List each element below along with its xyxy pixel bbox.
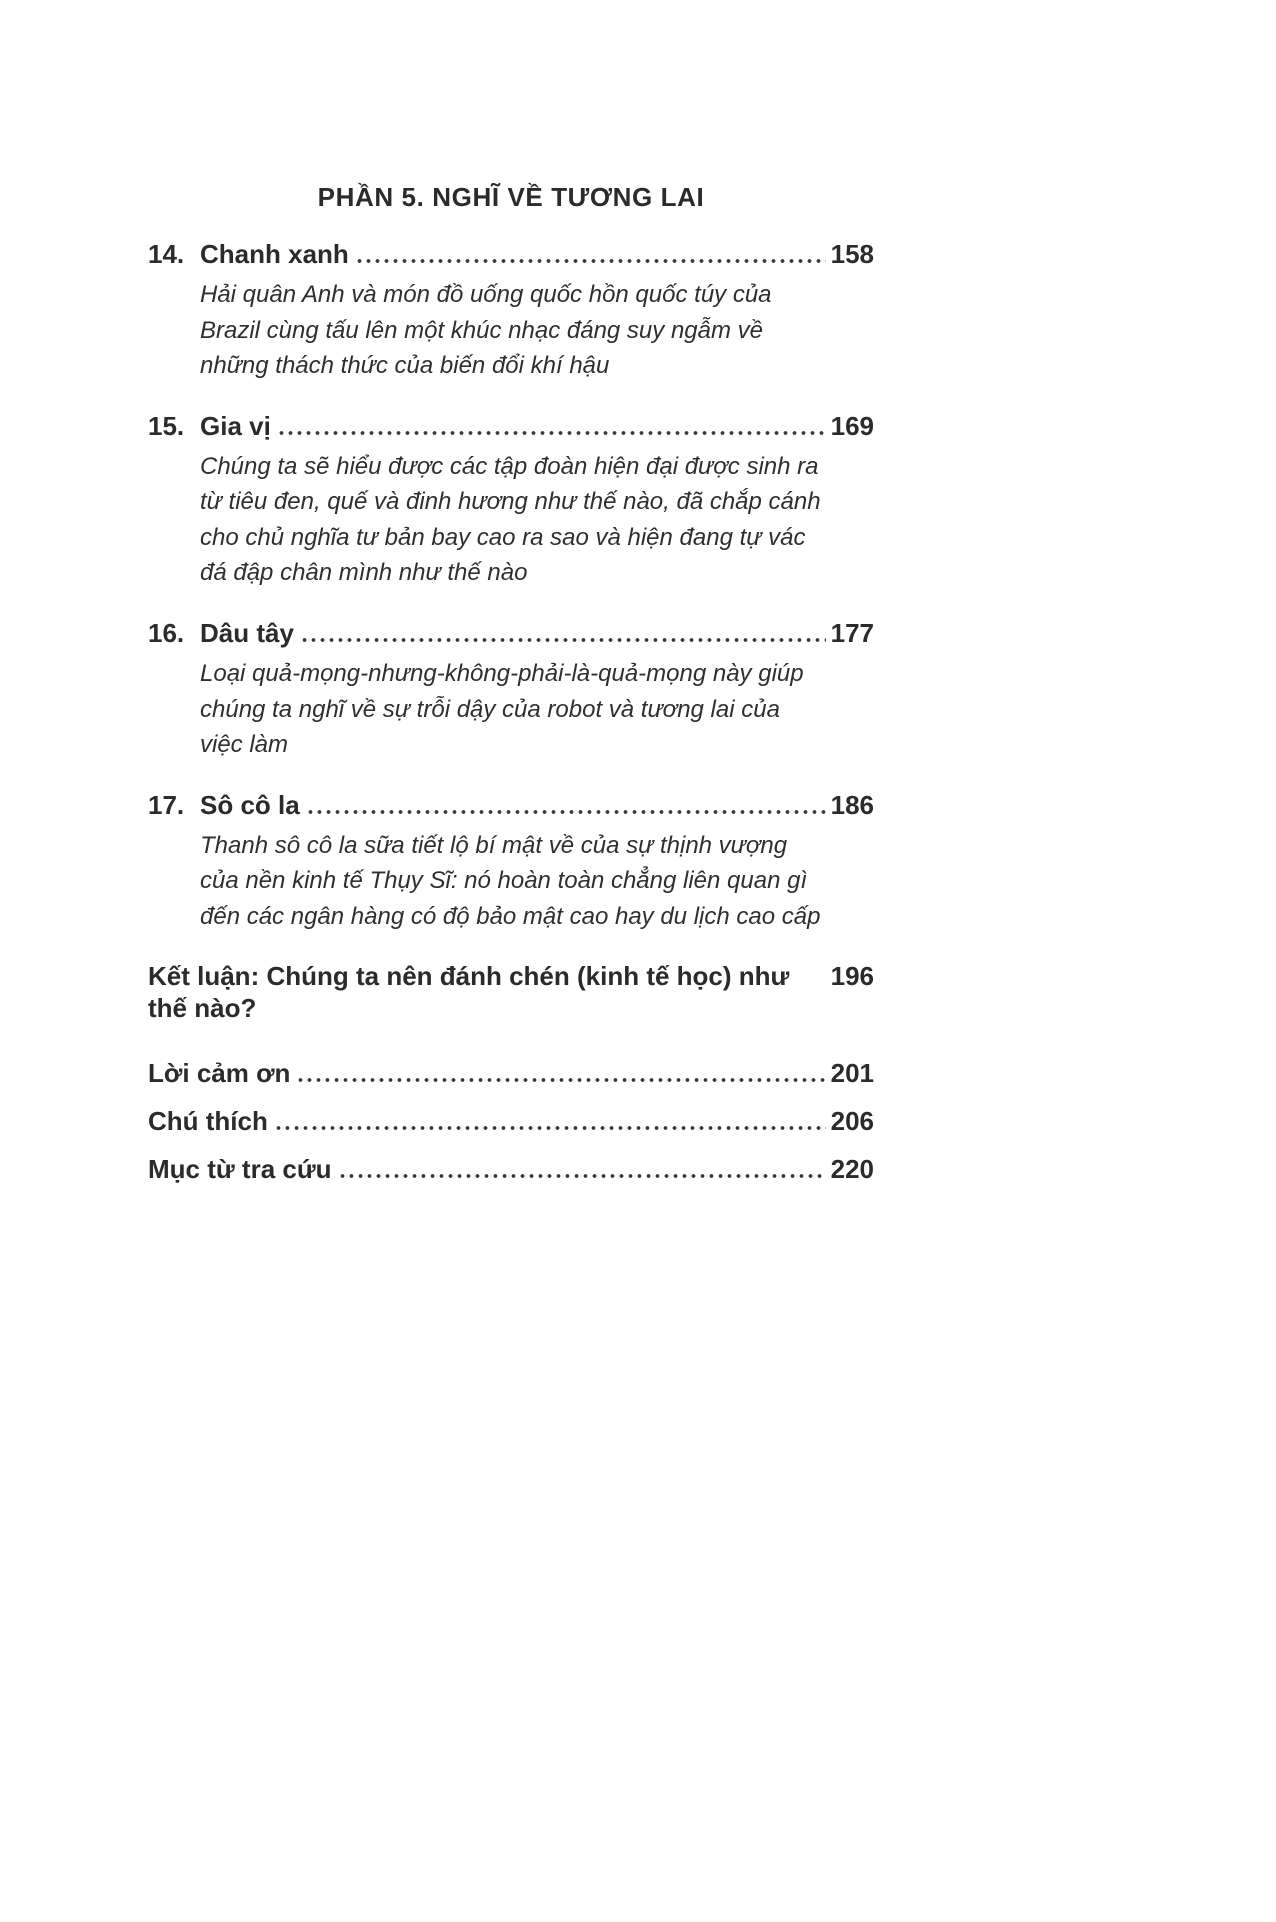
chapter-number: 14. [148,239,185,269]
toc-entry-chapter-14 [148,239,874,384]
chapter-page-number: 186 [830,789,874,820]
toc-entry-line [148,411,874,442]
chapter-title: Dâu tây [200,617,294,648]
section-title: PHẦN 5. NGHĨ VỀ TƯƠNG LAI [317,182,705,212]
chapter-title: Gia vị [200,410,271,441]
chapter-page-number: 158 [830,239,874,269]
backmatter-title: Lời cảm ơn [148,1057,291,1088]
toc-backmatter [148,1058,874,1186]
toc-entry-line [148,618,874,649]
leader-dots [296,1077,825,1083]
backmatter-page-number: 201 [830,1057,874,1088]
leader-dots [277,430,826,436]
leader-dots [274,1125,826,1131]
toc-entry-chapter-16 [148,618,874,763]
toc-page [148,0,874,1185]
chapter-number: 15. [148,410,185,441]
chapter-title: Sô cô la [200,789,300,820]
toc-entry-acknowledgements [148,1058,874,1089]
conclusion-title: Kết luận: Chúng ta nên đánh chén (kinh tế học) như thế nào? [148,961,790,1023]
chapter-number: 17. [148,789,185,820]
chapter-description: Hải quân Anh và món đồ uống quốc hồn quốc túy của Brazil cùng tấu lên một khúc nhạc đáng suy ngẫm về những thách thức của biến đổi khí hậu [200,281,772,380]
chapter-page-number: 169 [830,410,874,441]
toc-entry-chapter-17 [148,790,874,935]
toc-entry-chapter-15 [148,411,874,591]
toc-entry-index [148,1154,874,1185]
chapter-title: Chanh xanh [200,239,349,269]
backmatter-title: Mục từ tra cứu [148,1154,332,1185]
leader-dots [306,809,826,815]
backmatter-title: Chú thích [148,1106,268,1137]
backmatter-page-number: 206 [830,1106,874,1137]
toc-entry-line [148,790,874,821]
chapter-description: Thanh sô cô la sữa tiết lộ bí mật về của sự thịnh vượng của nền kinh tế Thụy Sĩ: nó hoàn toàn chẳng liên quan gì đến các ngân hàng có độ bảo mật cao hay du lịch cao cấp [200,831,821,930]
chapter-description: Loại quả-mọng-nhưng-không-phải-là-quả-mọng này giúp chúng ta nghĩ về sự trỗi dậy của robot và tương lai của việc làm [200,660,804,759]
backmatter-page-number: 220 [830,1154,874,1185]
leader-dots [355,258,826,264]
leader-dots [300,637,826,643]
chapter-number: 16. [148,617,185,648]
chapter-description: Chúng ta sẽ hiểu được các tập đoàn hiện đại được sinh ra từ tiêu đen, quế và đinh hương như thế nào, đã chắp cánh cho chủ nghĩa tư bản bay cao ra sao và hiện đang tự vác đá đập chân mình như thế nào [200,452,821,587]
toc-entry-notes [148,1106,874,1137]
conclusion-page-number: 196 [830,961,874,992]
toc-entry-line [148,239,874,270]
leader-dots [338,1173,826,1179]
toc-entry-conclusion [148,961,874,1023]
chapter-page-number: 177 [830,617,874,648]
